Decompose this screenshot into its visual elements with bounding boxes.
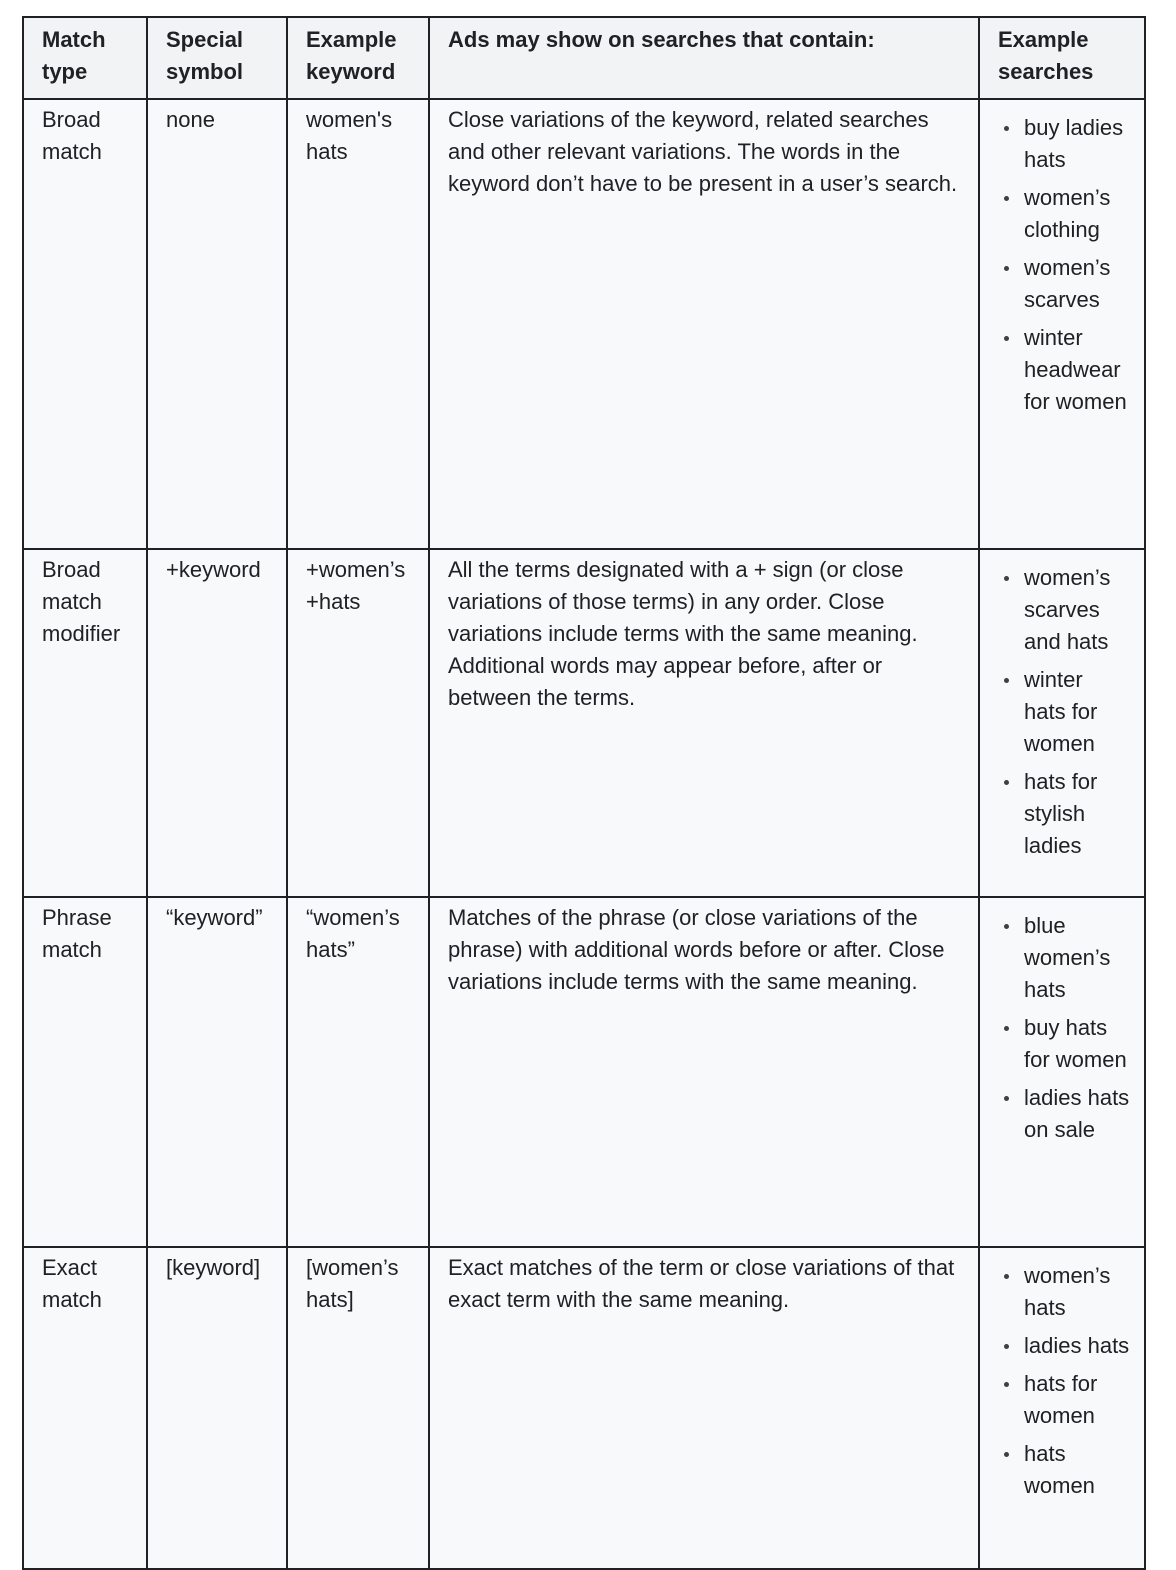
list-item: winter hats for women — [998, 664, 1130, 760]
list-item: ladies hats on sale — [998, 1082, 1130, 1146]
cell-description: All the terms designated with a + sign (or close variations of those terms) in any order. Close variations include terms with the same meaning. Additional words may appear before, after or between the terms. — [429, 549, 979, 897]
cell-example-keyword: [women’s hats] — [287, 1247, 429, 1569]
search-list — [998, 1260, 1130, 1502]
list-item: hats for stylish ladies — [998, 766, 1130, 862]
cell-example-keyword: women's hats — [287, 99, 429, 549]
cell-match-type: Broad match — [23, 99, 147, 549]
header-row — [23, 17, 1145, 99]
cell-example-searches — [979, 1247, 1145, 1569]
search-list — [998, 562, 1130, 862]
list-item: women’s scarves — [998, 252, 1130, 316]
list-item: women’s clothing — [998, 182, 1130, 246]
search-list — [998, 112, 1130, 418]
header-match-type: Match type — [23, 17, 147, 99]
cell-example-searches — [979, 897, 1145, 1247]
list-item: women’s hats — [998, 1260, 1130, 1324]
top-strip — [0, 0, 1176, 4]
list-item: women’s scarves and hats — [998, 562, 1130, 658]
cell-match-type: Exact match — [23, 1247, 147, 1569]
match-types-table — [22, 16, 1146, 1570]
list-item: hats for women — [998, 1368, 1130, 1432]
cell-special-symbol: +keyword — [147, 549, 287, 897]
header-ads-may-show: Ads may show on searches that contain: — [429, 17, 979, 99]
header-example-keyword: Example keyword — [287, 17, 429, 99]
cell-description: Exact matches of the term or close variations of that exact term with the same meaning. — [429, 1247, 979, 1569]
cell-special-symbol: “keyword” — [147, 897, 287, 1247]
cell-description: Matches of the phrase (or close variations of the phrase) with additional words before or after. Close variations include terms with the same meaning. — [429, 897, 979, 1247]
cell-description: Close variations of the keyword, related searches and other relevant variations. The words in the keyword don’t have to be present in a user’s search. — [429, 99, 979, 549]
cell-match-type: Broad match modifier — [23, 549, 147, 897]
cell-special-symbol: [keyword] — [147, 1247, 287, 1569]
list-item: buy hats for women — [998, 1012, 1130, 1076]
list-item: winter headwear for women — [998, 322, 1130, 418]
search-list — [998, 910, 1130, 1146]
cell-example-searches — [979, 549, 1145, 897]
table-row — [23, 897, 1145, 1247]
header-special-symbol: Special symbol — [147, 17, 287, 99]
table-row — [23, 1247, 1145, 1569]
cell-example-searches — [979, 99, 1145, 549]
cell-special-symbol: none — [147, 99, 287, 549]
cell-example-keyword: +women’s +hats — [287, 549, 429, 897]
table-row — [23, 549, 1145, 897]
list-item: ladies hats — [998, 1330, 1130, 1362]
list-item: blue women’s hats — [998, 910, 1130, 1006]
list-item: hats women — [998, 1438, 1130, 1502]
list-item: buy ladies hats — [998, 112, 1130, 176]
cell-match-type: Phrase match — [23, 897, 147, 1247]
header-example-searches: Example searches — [979, 17, 1145, 99]
table-row — [23, 99, 1145, 549]
cell-example-keyword: “women’s hats” — [287, 897, 429, 1247]
